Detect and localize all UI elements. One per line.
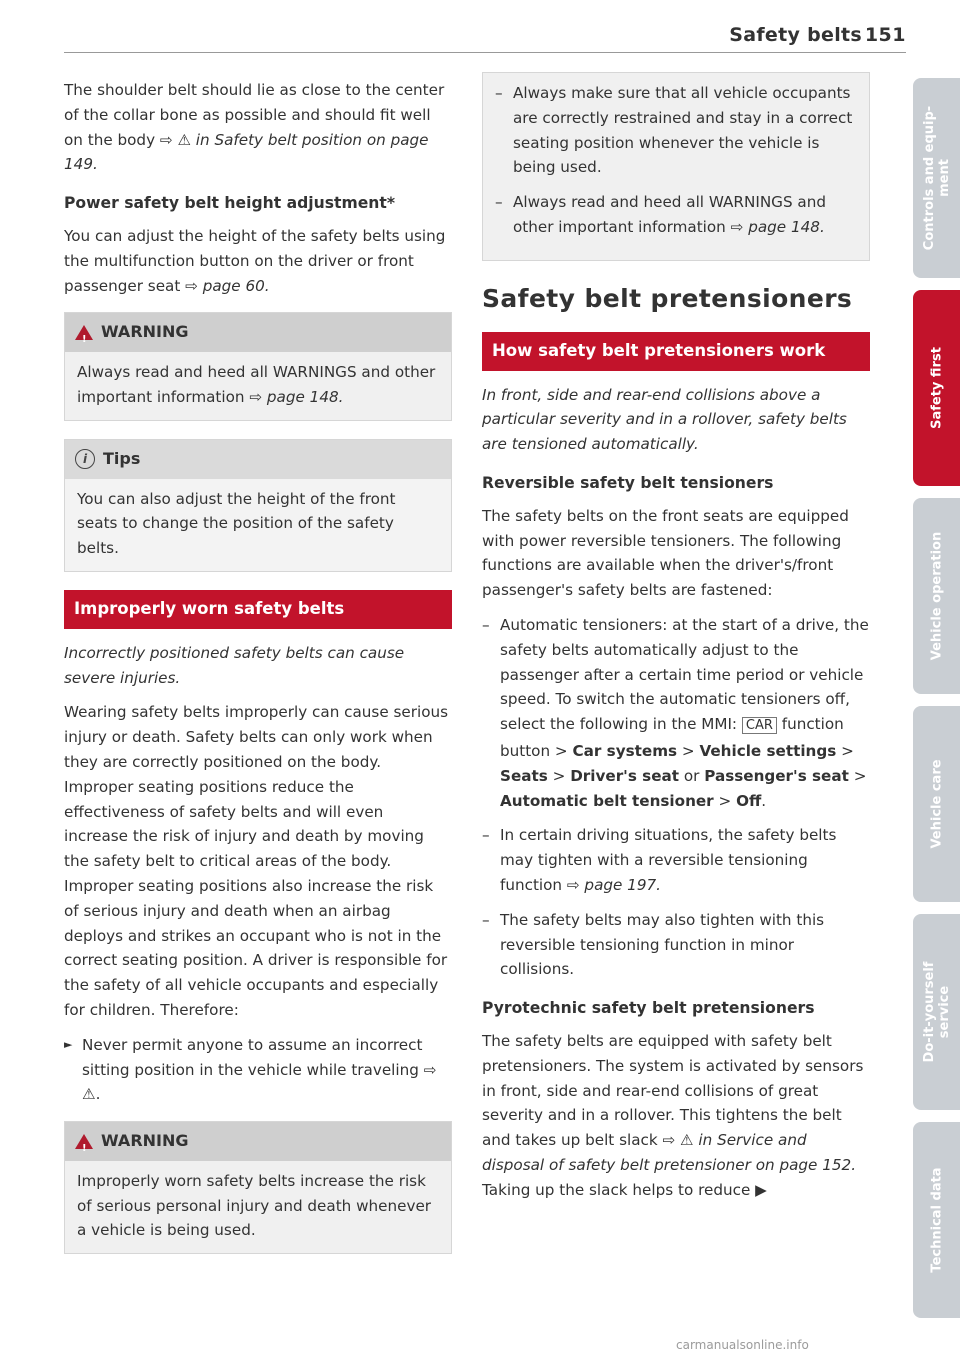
tips-text: You can also adjust the height of the front seats to change the position of the safety belts. xyxy=(65,479,451,571)
watermark: carmanualsonline.info xyxy=(676,1338,809,1352)
section-title: Safety belts xyxy=(729,24,862,46)
warning-box-2 xyxy=(64,1121,452,1254)
improper-text: Wearing safety belts improperly can cause serious injury or death. Safety belts can only work when they are correctly positioned on the body. Improper seating positions reduce the effectiveness of safety belts and will even increase the risk of injury and death by moving the safety belt to critical areas of the body. Improper seating positions also increase the risk of serious injury and death when an airbag deploys and strikes an occupant who is not in the correct seating position. A driver is responsible for the safety of all vehicle occupants and especially for children. Therefore: xyxy=(64,703,449,1019)
list-item: – Always read and heed all WARNINGS and other important information ⇨ page 148. xyxy=(495,190,857,240)
warning-box: ! WARNING Always read and heed all WARNINGS and other important information ⇨ page 148. xyxy=(64,312,452,420)
right-column xyxy=(482,72,870,1212)
cross-reference-link[interactable]: ⇨ ⚠ in Safety belt position on page 149. xyxy=(64,130,429,174)
tab-technical-data[interactable]: Technical data xyxy=(913,1122,960,1318)
left-column xyxy=(64,78,452,1272)
pyro-text: The safety belts are equipped with safety belt pretensioners. The system is activated by sensors in front, side and rear-end collisions of great severity and in a rollover. This tightens the belt and takes up belt slack ⇨ ⚠ in Service and disposal of safety belt pretensioner on page 152. Taking up the slack helps to reduce ▶ xyxy=(482,1031,864,1199)
tab-do-it-yourself[interactable]: Do-it-yourself service xyxy=(913,914,960,1110)
page-header xyxy=(64,22,906,53)
page-ref-link[interactable]: ⇨ page 197. xyxy=(566,875,662,894)
list-item: – Automatic tensioners: at the start of a drive, the safety belts automatically adjust to the passenger after a certain time period or vehicle speed. To switch the automatic tensioners off, select the following in the MMI: CAR function button > Car systems > Vehicle settings > Seats > Driver's seat or Passenger's seat > Automatic belt tensioner > Off. xyxy=(482,613,870,813)
warning-title: WARNING xyxy=(101,322,189,342)
instruction-item: ► Never permit anyone to assume an incorrect sitting position in the vehicle while traveling ⇨ ⚠. xyxy=(64,1033,452,1107)
tab-controls[interactable]: Controls and equip- ment xyxy=(913,78,960,278)
how-intro: In front, side and rear-end collisions above a particular severity and in a rollover, safety belts are tensioned automatically. xyxy=(482,385,847,454)
warning-title: WARNING xyxy=(101,1131,189,1151)
list-item: – In certain driving situations, the safety belts may tighten with a reversible tensioning function ⇨ page 197. xyxy=(482,823,870,897)
heading-power-height: Power safety belt height adjustment* xyxy=(64,194,395,213)
heading-pyrotechnic: Pyrotechnic safety belt pretensioners xyxy=(482,999,815,1018)
page-ref-link[interactable]: ⇨ page 60. xyxy=(185,276,270,295)
tab-vehicle-operation[interactable]: Vehicle operation xyxy=(913,498,960,694)
heading-pretensioners: Safety belt pretensioners xyxy=(482,283,853,313)
page-ref-link[interactable]: ⇨ page 148. xyxy=(730,217,825,236)
warning-icon: ! xyxy=(75,325,93,340)
warning-text: Improperly worn safety belts increase the risk of serious personal injury and death whenever a vehicle is being used. xyxy=(65,1161,451,1253)
tips-box xyxy=(64,439,452,572)
tab-safety-first[interactable]: Safety first xyxy=(913,290,960,486)
warning-continuation-box xyxy=(482,72,870,261)
list-item: – Always make sure that all vehicle occupants are correctly restrained and stay in a correct seating position whenever the vehicle is being used. xyxy=(495,81,857,180)
section-bar-how: How safety belt pretensioners work xyxy=(482,332,870,371)
page-number: 151 xyxy=(864,24,906,46)
reversible-text: The safety belts on the front seats are equipped with power reversible tensioners. The following functions are available when the driver's/front passenger's safety belts are fastened: xyxy=(482,506,849,600)
tips-title: Tips xyxy=(103,448,141,468)
heading-reversible: Reversible safety belt tensioners xyxy=(482,473,774,492)
cross-reference-link[interactable]: ⇨ ⚠ in Service and disposal of safety belt pretensioner on page 152. xyxy=(482,1131,857,1174)
intro-paragraph: The shoulder belt should lie as close to the center of the collar bone as possible and should fit well on the body ⇨ ⚠ in Safety belt position on page 149. xyxy=(64,81,445,174)
info-icon: i xyxy=(75,449,95,469)
page-ref-link[interactable]: ⇨ page 148. xyxy=(249,387,344,406)
power-paragraph: You can adjust the height of the safety belts using the multifunction button on the driver or front passenger seat ⇨ page 60. xyxy=(64,226,446,295)
car-key: CAR xyxy=(742,717,777,734)
section-bar-improper: Improperly worn safety belts xyxy=(64,590,452,629)
improper-intro: Incorrectly positioned safety belts can cause severe injuries. xyxy=(64,643,405,687)
tab-vehicle-care[interactable]: Vehicle care xyxy=(913,706,960,902)
list-item: – The safety belts may also tighten with this reversible tensioning function in minor collisions. xyxy=(482,908,870,982)
warning-icon: ! xyxy=(75,1134,93,1149)
